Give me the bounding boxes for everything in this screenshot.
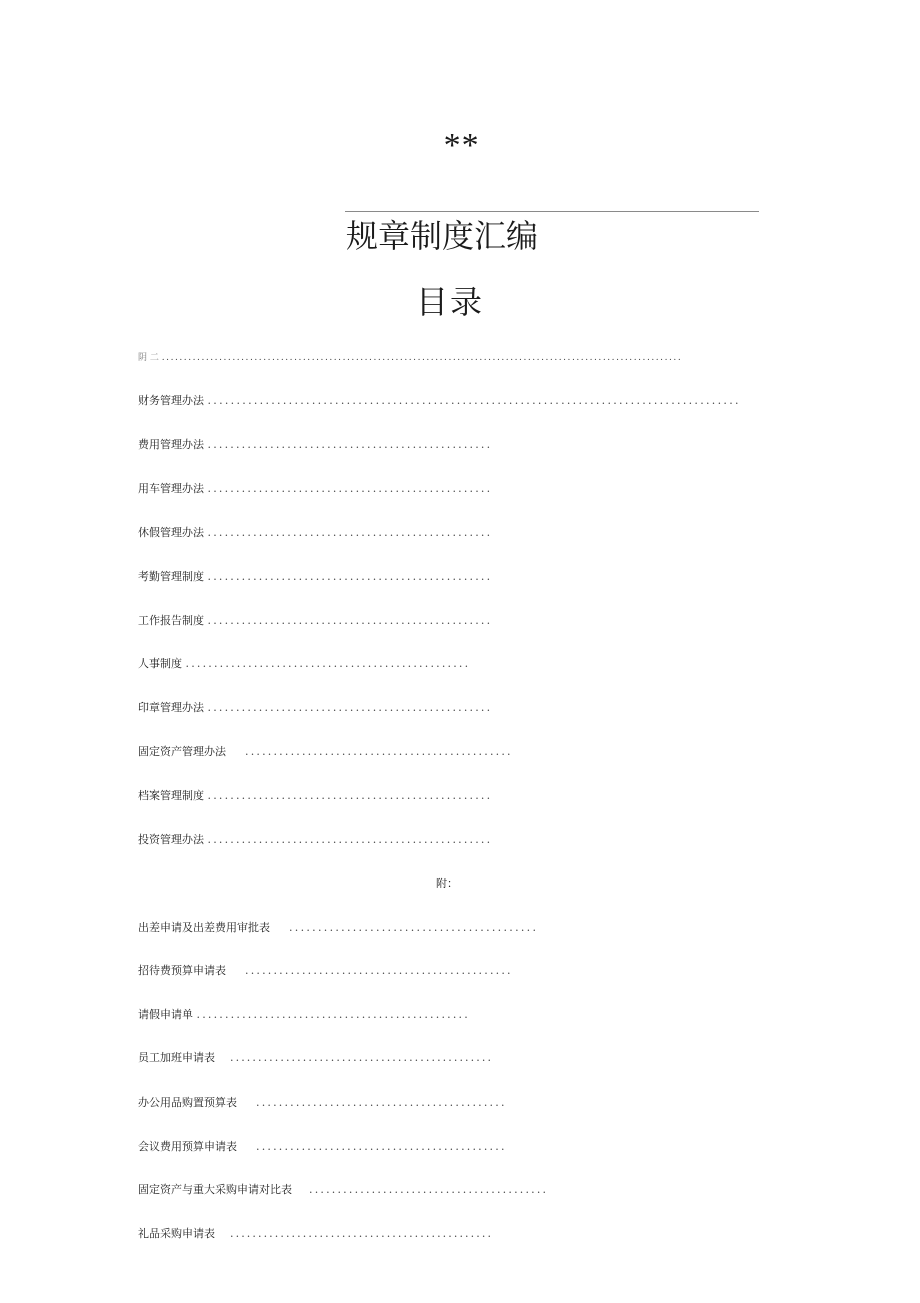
toc-entry-leader: .................................................. — [207, 789, 493, 802]
appendix-entry-leader: ........................................... — [289, 921, 539, 934]
toc-entry-label: 投资管理办法 — [138, 833, 204, 846]
toc-entry-label: 用车管理办法 — [138, 482, 204, 495]
header-rule — [345, 211, 759, 212]
appendix-entry-leader: ............................................ — [256, 1140, 507, 1153]
toc-entry-label: 阴 二 — [138, 353, 159, 363]
toc-entry[interactable] — [138, 437, 492, 453]
toc-entry[interactable] — [138, 613, 492, 629]
appendix-entry[interactable] — [138, 920, 538, 936]
toc-entry-leader: .................................................. — [207, 482, 493, 495]
toc-entry-label: 财务管理办法 — [138, 394, 204, 407]
toc-entry[interactable] — [138, 832, 492, 848]
toc-entry-leader: ...................................................................................................................... — [161, 353, 683, 363]
toc-entry-leader: .................................................. — [207, 833, 493, 846]
toc-entry-leader: ............................................... — [245, 745, 513, 758]
appendix-entry-leader: ............................................... — [245, 964, 513, 977]
toc-heading: 目录 — [415, 283, 484, 321]
appendix-entry-label: 请假申请单 — [138, 1008, 193, 1021]
toc-entry[interactable] — [138, 700, 492, 716]
appendix-entry-leader: ............................................... — [230, 1051, 494, 1064]
appendix-entry-label: 招待费预算申请表 — [138, 964, 226, 977]
toc-entry-label: 考勤管理制度 — [138, 570, 204, 583]
appendix-entry-leader: ............................................ — [256, 1096, 507, 1109]
toc-entry[interactable] — [138, 656, 470, 672]
toc-entry-label: 费用管理办法 — [138, 438, 204, 451]
appendix-entry-label: 固定资产与重大采购申请对比表 — [138, 1183, 292, 1196]
toc-entry-leader: ............................................................................................ — [207, 394, 741, 407]
toc-entry[interactable] — [138, 744, 513, 760]
toc-entry[interactable] — [138, 393, 741, 409]
toc-entry[interactable] — [138, 481, 492, 497]
toc-entry-leader: .................................................. — [207, 526, 493, 539]
toc-entry-leader: .................................................. — [207, 570, 493, 583]
appendix-entry[interactable] — [138, 1139, 507, 1155]
appendix-entry-label: 出差申请及出差费用审批表 — [138, 921, 270, 934]
toc-entry-label: 固定资产管理办法 — [138, 745, 226, 758]
toc-entry-leader: .................................................. — [185, 657, 471, 670]
toc-entry-label: 工作报告制度 — [138, 614, 204, 627]
appendix-entry-leader: ............................................... — [230, 1227, 494, 1240]
toc-entry-leader: .................................................. — [207, 614, 493, 627]
appendix-entry-label: 会议费用预算申请表 — [138, 1140, 237, 1153]
toc-entry-label: 休假管理办法 — [138, 526, 204, 539]
appendix-entry[interactable] — [138, 1226, 493, 1242]
appendix-entry-leader: ................................................ — [196, 1008, 470, 1021]
toc-entry-label: 人事制度 — [138, 657, 182, 670]
toc-entry[interactable] — [138, 788, 492, 804]
toc-entry[interactable] — [138, 350, 682, 366]
toc-entry-leader: .................................................. — [207, 438, 493, 451]
appendix-entry[interactable] — [138, 1095, 507, 1111]
toc-entry-label: 档案管理制度 — [138, 789, 204, 802]
appendix-entry[interactable] — [138, 1050, 493, 1066]
toc-entry[interactable] — [138, 569, 492, 585]
appendix-entry[interactable] — [138, 963, 513, 979]
document-title: 规章制度汇编 — [346, 217, 539, 255]
toc-entry-label: 印章管理办法 — [138, 701, 204, 714]
appendix-entry-label: 办公用品购置预算表 — [138, 1096, 237, 1109]
appendix-entry[interactable] — [138, 1182, 548, 1198]
appendix-entry[interactable] — [138, 1007, 470, 1023]
toc-entry[interactable] — [138, 525, 492, 541]
document-stars: ** — [442, 127, 478, 164]
appendix-entry-label: 礼品采购申请表 — [138, 1227, 215, 1240]
appendix-entry-leader: .......................................... — [309, 1183, 549, 1196]
appendix-entry-label: 员工加班申请表 — [138, 1051, 215, 1064]
appendix-heading: 附： — [436, 877, 458, 890]
toc-entry-leader: .................................................. — [207, 701, 493, 714]
